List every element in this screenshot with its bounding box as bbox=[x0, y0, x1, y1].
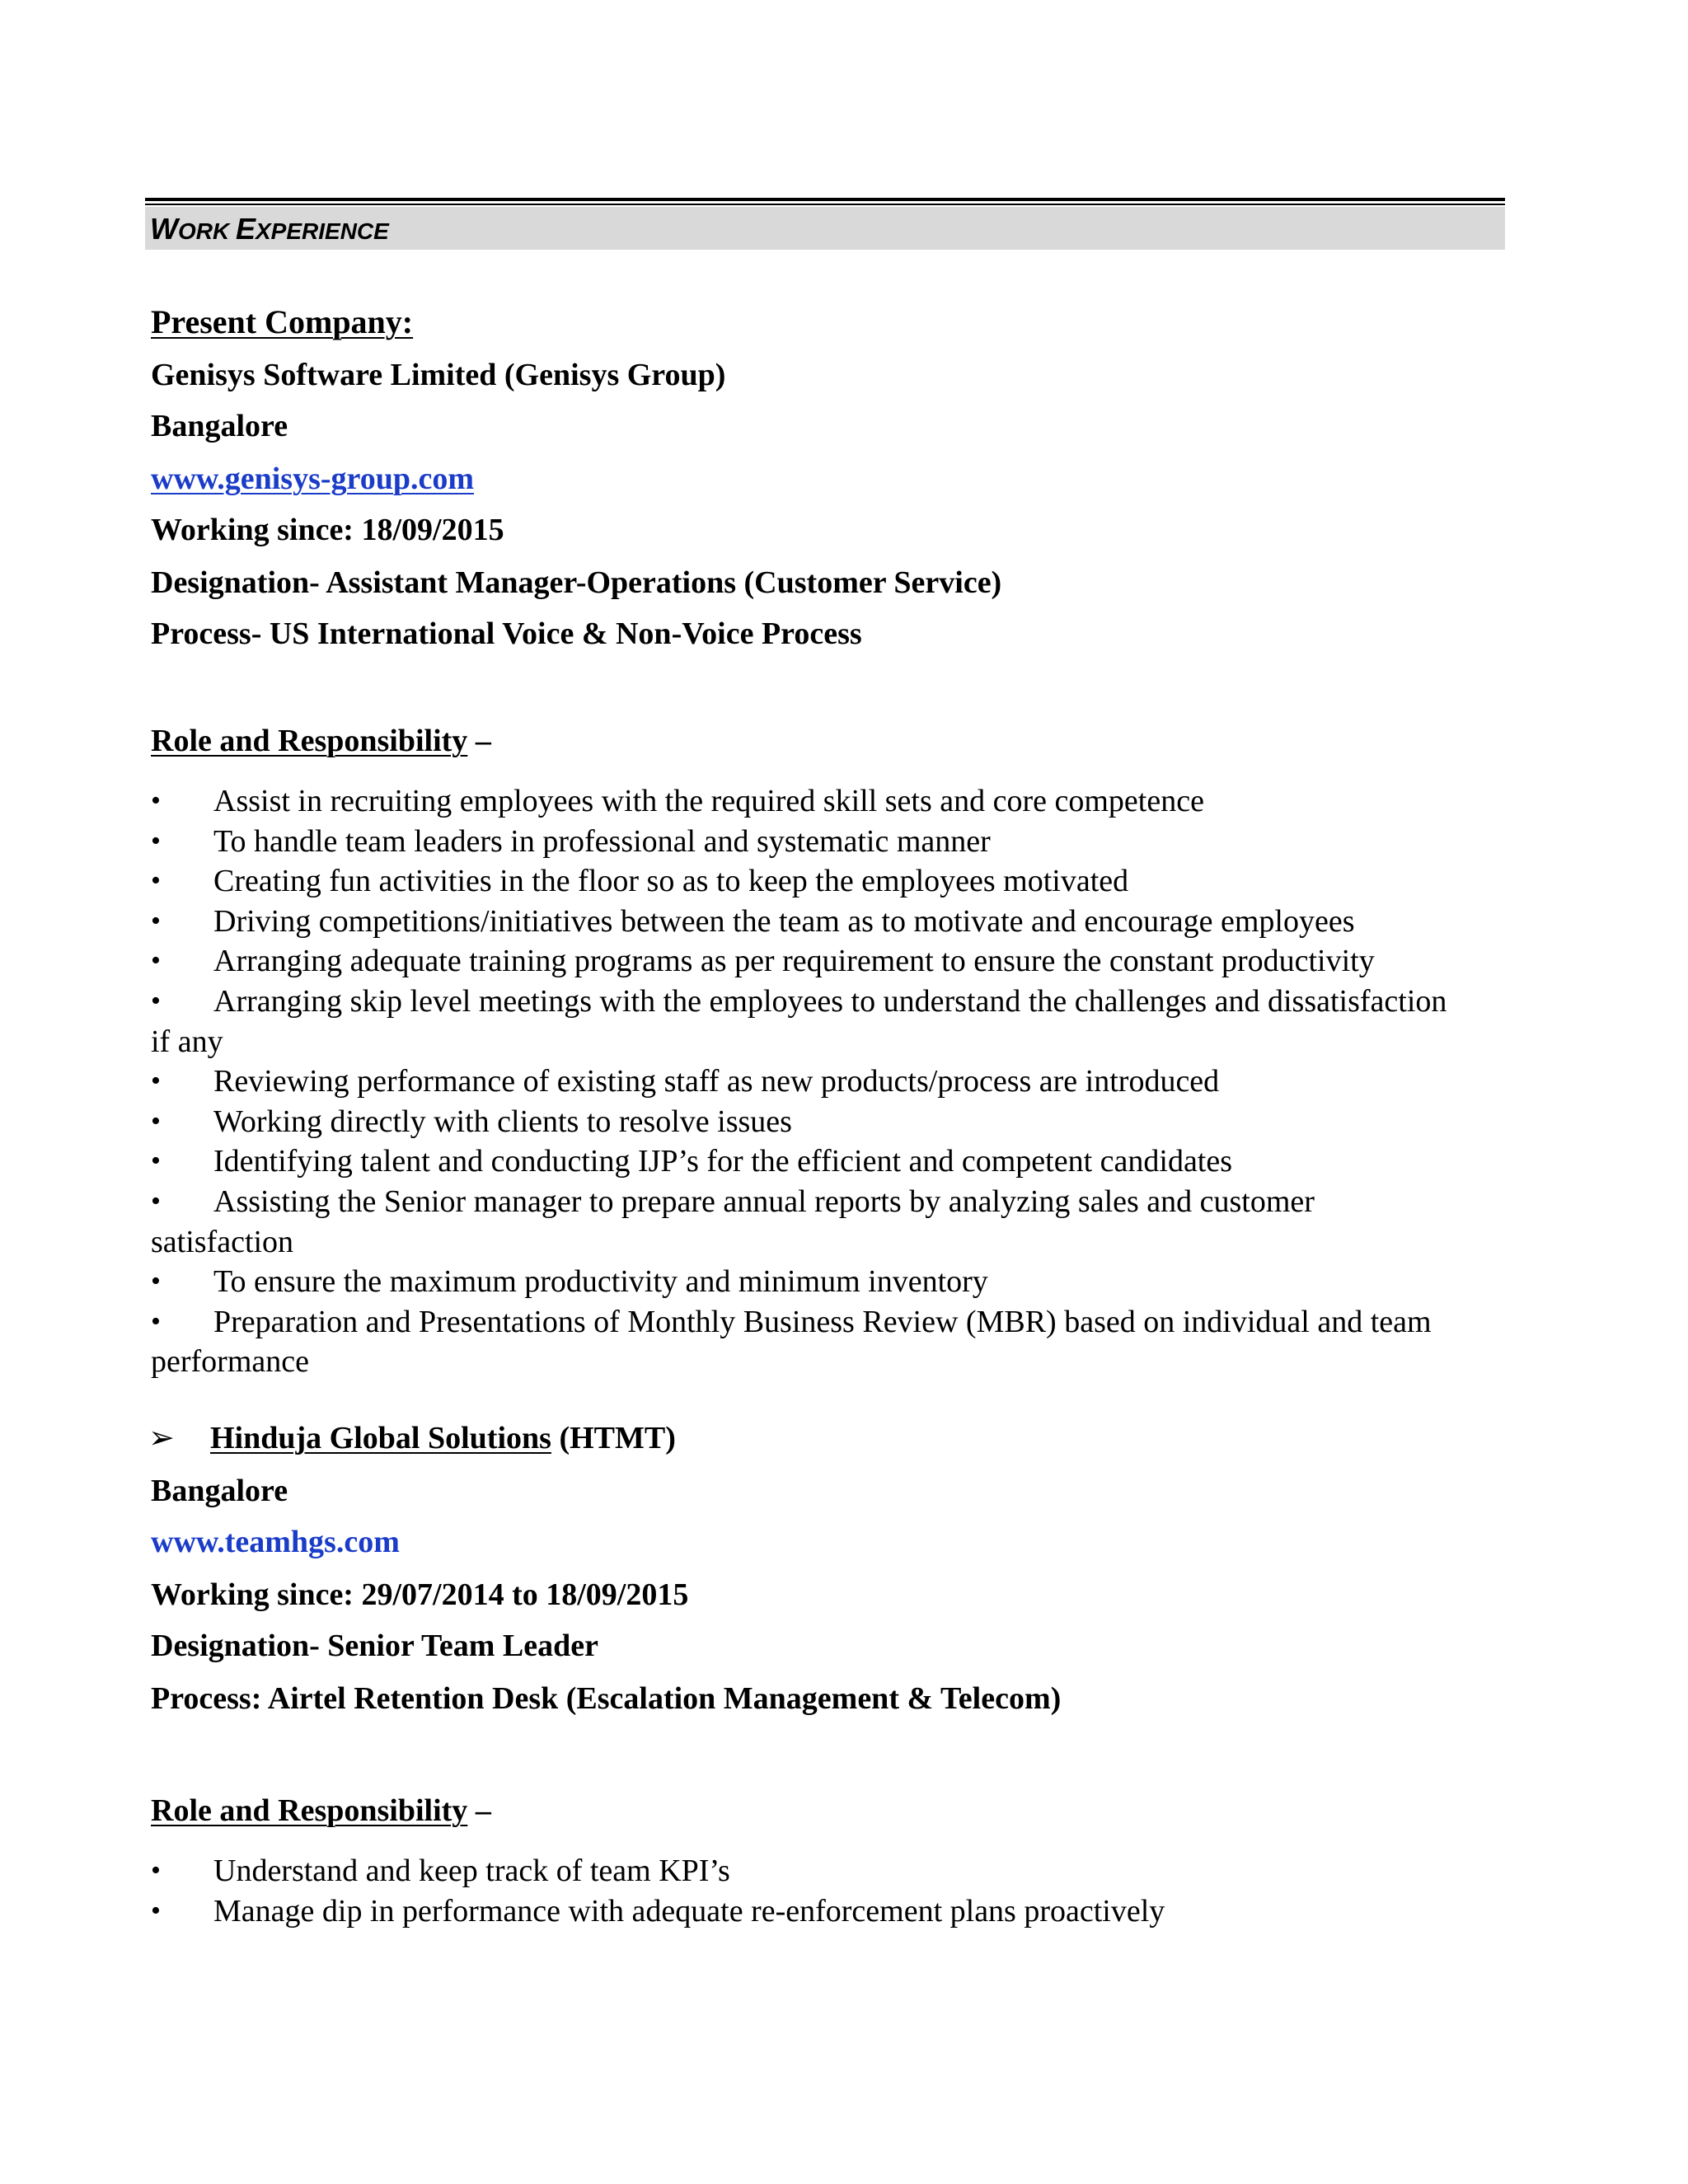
list-item bbox=[151, 1302, 1453, 1382]
present-working-since: Working since: 18/09/2015 bbox=[151, 513, 504, 547]
list-item bbox=[151, 1102, 1470, 1142]
list-item bbox=[151, 1851, 1470, 1891]
present-process: Process- US International Voice & Non-Voice Process bbox=[151, 616, 862, 651]
previous-process: Process: Airtel Retention Desk (Escalation Management & Telecom) bbox=[151, 1681, 1062, 1716]
list-item-text: Driving competitions/initiatives between the team as to motivate and encourage employees bbox=[213, 903, 1355, 939]
arrow-bullet-icon: ➢ bbox=[148, 1421, 175, 1455]
list-item-text: Identifying talent and conducting IJP’s for the efficient and competent candidates bbox=[213, 1144, 1233, 1179]
previous-company-suffix: (HTMT) bbox=[551, 1421, 676, 1455]
bullet-icon: • bbox=[151, 945, 161, 977]
list-item bbox=[151, 1062, 1470, 1102]
title-rest: ORK bbox=[177, 218, 236, 244]
bullet-icon: • bbox=[151, 1266, 161, 1297]
list-item-text: Preparation and Presentations of Monthly Business Review (MBR) based on individual and team performance bbox=[151, 1304, 1432, 1380]
previous-responsibilities-list bbox=[151, 1851, 1470, 1931]
list-item bbox=[151, 1262, 1470, 1302]
role-heading-dash: – bbox=[467, 724, 491, 758]
bullet-icon: • bbox=[151, 865, 161, 897]
present-designation: Designation- Assistant Manager-Operations (Customer Service) bbox=[151, 565, 1002, 600]
list-item bbox=[151, 982, 1453, 1062]
role-heading-text: Role and Responsibility bbox=[151, 724, 468, 758]
list-item bbox=[151, 1141, 1470, 1182]
section-title-work-experience bbox=[150, 211, 389, 250]
section-rule-thin bbox=[145, 204, 1505, 205]
list-item-text: Manage dip in performance with adequate re-enforcement plans proactively bbox=[213, 1893, 1165, 1929]
list-item bbox=[151, 1891, 1470, 1932]
bullet-icon: • bbox=[151, 985, 161, 1016]
list-item bbox=[151, 1182, 1453, 1262]
list-item-text: To handle team leaders in professional and systematic manner bbox=[213, 823, 991, 859]
bullet-icon: • bbox=[151, 905, 161, 936]
list-item-text: Assist in recruiting employees with the required skill sets and core competence bbox=[213, 784, 1204, 818]
list-item bbox=[151, 781, 1470, 822]
role-heading-dash: – bbox=[467, 1793, 491, 1828]
present-responsibilities-list bbox=[151, 781, 1470, 1382]
bullet-icon: • bbox=[151, 1146, 161, 1177]
list-item-text: Creating fun activities in the floor so as to keep the employees motivated bbox=[213, 864, 1129, 899]
list-item-text: Arranging adequate training programs as per requirement to ensure the constant productivity bbox=[213, 944, 1375, 979]
present-company-location: Bangalore bbox=[151, 409, 288, 443]
previous-designation: Designation- Senior Team Leader bbox=[151, 1629, 598, 1663]
previous-company-title: Hinduja Global Solutions bbox=[210, 1421, 551, 1455]
bullet-icon: • bbox=[151, 1066, 161, 1097]
bullet-icon: • bbox=[151, 1105, 161, 1137]
title-letter: W bbox=[150, 212, 178, 246]
list-item-text: To ensure the maximum productivity and minimum inventory bbox=[213, 1264, 988, 1300]
list-item-text: Reviewing performance of existing staff as new products/process are introduced bbox=[213, 1064, 1220, 1099]
present-company-name: Genisys Software Limited (Genisys Group) bbox=[151, 358, 726, 392]
list-item bbox=[151, 861, 1470, 902]
previous-role-heading bbox=[151, 1792, 491, 1830]
list-item bbox=[151, 822, 1470, 862]
bullet-icon: • bbox=[151, 825, 161, 856]
title-rest: XPERIENCE bbox=[256, 218, 389, 244]
title-letter: E bbox=[235, 212, 256, 246]
previous-company-location: Bangalore bbox=[151, 1474, 288, 1508]
present-role-heading bbox=[151, 722, 491, 760]
previous-company-name bbox=[210, 1419, 676, 1457]
present-company-heading: Present Company: bbox=[151, 303, 414, 340]
bullet-icon: • bbox=[151, 1855, 161, 1886]
list-item bbox=[151, 941, 1470, 982]
bullet-icon: • bbox=[151, 785, 161, 816]
previous-working-since: Working since: 29/07/2014 to 18/09/2015 bbox=[151, 1577, 689, 1612]
bullet-icon: • bbox=[151, 1185, 161, 1216]
list-item bbox=[151, 902, 1470, 942]
section-rule-thick bbox=[145, 198, 1505, 201]
present-company-website-link[interactable]: www.genisys-group.com bbox=[151, 462, 474, 496]
role-heading-text: Role and Responsibility bbox=[151, 1793, 468, 1828]
list-item-text: Understand and keep track of team KPI’s bbox=[213, 1854, 730, 1888]
bullet-icon: • bbox=[151, 1895, 161, 1926]
bullet-icon: • bbox=[151, 1305, 161, 1337]
previous-company-website-link[interactable]: www.teamhgs.com bbox=[151, 1525, 400, 1559]
list-item-text: Assisting the Senior manager to prepare annual reports by analyzing sales and customer satisfaction bbox=[151, 1183, 1315, 1259]
list-item-text: Working directly with clients to resolve issues bbox=[213, 1104, 792, 1139]
list-item-text: Arranging skip level meetings with the employees to understand the challenges and dissatisfaction if any bbox=[151, 983, 1447, 1059]
